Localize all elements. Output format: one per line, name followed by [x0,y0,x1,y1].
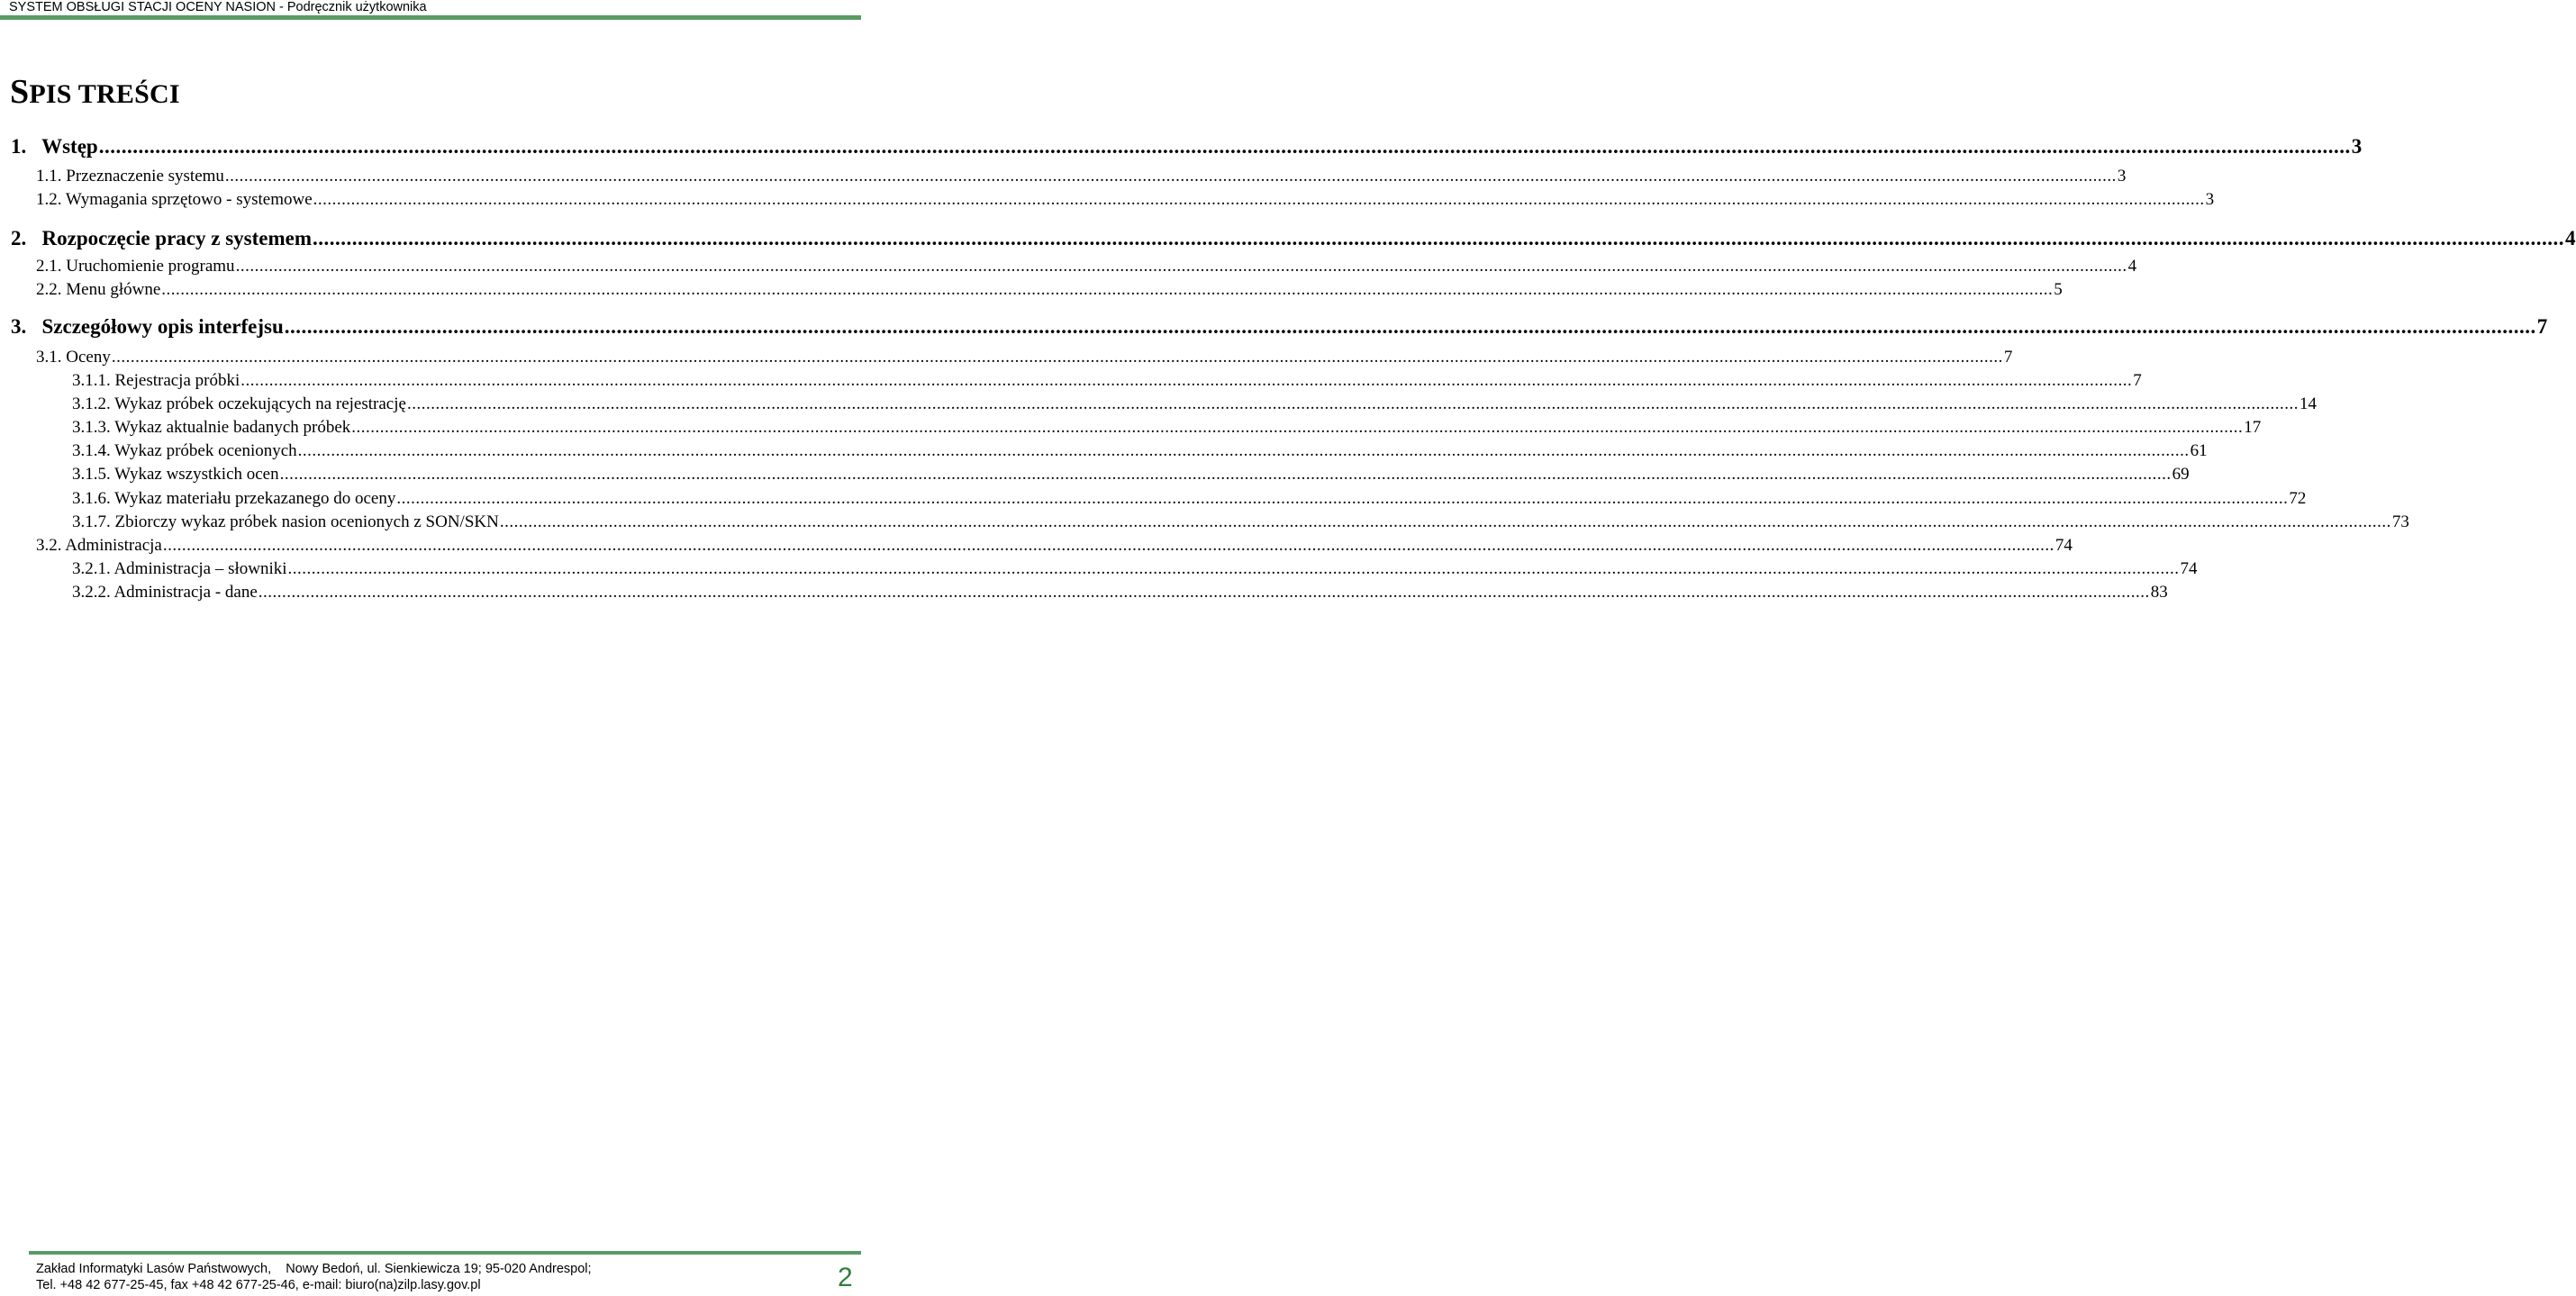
toc-entry-label: 3.1.4. Wykaz próbek ocenionych [72,441,297,460]
toc-entry[interactable] [72,559,2198,581]
toc-entry-page: 72 [2289,489,2307,508]
page-number: 2 [838,1263,853,1292]
toc-leader-dots: ................................................................................................................................................................................................................................................................................................................................................................................................................ [499,512,2391,531]
toc-leader-dots: ................................................................................................................................................................................................................................................................................................................................................................................................................ [235,257,2127,276]
toc-title-rest: PIS TREŚCI [29,79,180,109]
toc-entry-page: 69 [2172,465,2190,484]
toc-entry-label: 3.2. Administracja [36,536,162,555]
toc-entry-label: 3.1.5. Wykaz wszystkich ocen [72,465,279,484]
toc-entry[interactable] [72,394,2317,416]
toc-entry-label: 3. Szczegółowy opis interfejsu [11,315,284,338]
toc-entry-page: 7 [2003,348,2013,367]
header-rule [0,15,861,20]
toc-entry-label: 3.1.1. Rejestracja próbki [72,371,240,390]
toc-leader-dots: ................................................................................................................................................................................................................................................................................................................................................................................................................ [313,227,2565,249]
toc-entry-label: 2. Rozpoczęcie pracy z systemem [11,227,313,249]
toc-entry[interactable] [72,489,2307,511]
toc-entry[interactable] [11,227,2576,254]
toc-entry[interactable] [72,512,2409,534]
toc-entry-label: 2.1. Uruchomienie programu [36,257,235,276]
toc-entry[interactable] [36,536,2073,557]
toc-leader-dots: ................................................................................................................................................................................................................................................................................................................................................................................................................ [396,489,2289,508]
toc-entry-page: 5 [2054,280,2063,299]
toc-title-initial: S [10,73,30,111]
toc-entry-page: 17 [2244,418,2262,437]
toc-entry-page: 3 [2117,167,2127,186]
toc-entry-label: 3.1. Oceny [36,348,111,367]
toc-entry-label: 2.2. Menu główne [36,280,161,299]
toc-entry[interactable] [72,418,2262,440]
toc-entry-page: 14 [2299,394,2317,413]
toc-leader-dots: ................................................................................................................................................................................................................................................................................................................................................................................................................ [297,441,2190,460]
toc-entry-label: 1. Wstęp [11,135,98,158]
toc-entry-label: 3.2.1. Administracja – słowniki [72,559,287,578]
toc-entry-label: 3.1.7. Zbiorczy wykaz próbek nasion ocenionych z SON/SKN [72,512,499,531]
toc-entry-page: 74 [2180,559,2198,578]
toc-entry-label: 3.1.6. Wykaz materiału przekazanego do oceny [72,489,396,508]
toc-leader-dots: ................................................................................................................................................................................................................................................................................................................................................................................................................ [240,371,2133,390]
toc-leader-dots: ................................................................................................................................................................................................................................................................................................................................................................................................................ [284,315,2536,338]
toc-entry-label: 1.1. Przeznaczenie systemu [36,167,224,186]
toc-entry-label: 3.2.2. Administracja - dane [72,583,258,602]
footer-address: Zakład Informatyki Lasów Państwowych, Nowy Bedoń, ul. Sienkiewicza 19; 95-020 Andrespol; [36,1262,592,1276]
toc-leader-dots: ................................................................................................................................................................................................................................................................................................................................................................................................................ [162,536,2054,555]
toc-leader-dots: ................................................................................................................................................................................................................................................................................................................................................................................................................ [351,418,2244,437]
toc-leader-dots: ................................................................................................................................................................................................................................................................................................................................................................................................................ [161,280,2054,299]
toc-leader-dots: ................................................................................................................................................................................................................................................................................................................................................................................................................ [111,348,2003,367]
toc-entry-page: 61 [2190,441,2208,460]
toc-entry[interactable] [36,348,2013,369]
toc-entry[interactable] [72,441,2208,463]
footer-rule [29,1251,861,1255]
toc-leader-dots: ................................................................................................................................................................................................................................................................................................................................................................................................................ [406,394,2299,413]
toc-title [10,72,180,114]
toc-entry-page: 7 [2536,315,2548,338]
toc-entry-label: 3.1.2. Wykaz próbek oczekujących na rejestrację [72,394,406,413]
toc-entry[interactable] [36,190,2215,212]
toc-entry-label: 1.2. Wymagania sprzętowo - systemowe [36,190,313,209]
toc-entry-page: 7 [2133,371,2142,390]
toc-entry[interactable] [72,465,2190,486]
page-header [0,0,865,20]
toc-entry-page: 3 [2205,190,2215,209]
toc-entry[interactable] [72,371,2142,393]
toc-entry[interactable] [36,167,2127,188]
toc-leader-dots: ................................................................................................................................................................................................................................................................................................................................................................................................................ [287,559,2180,578]
toc-leader-dots: ................................................................................................................................................................................................................................................................................................................................................................................................................ [258,583,2150,602]
toc-entry-page: 4 [2565,227,2576,249]
toc-entry-page: 83 [2150,583,2168,602]
toc-entry[interactable] [36,280,2063,302]
toc-entry-page: 3 [2351,135,2363,158]
toc-entry-page: 74 [2054,536,2073,555]
toc-entry-page: 73 [2391,512,2409,531]
toc-leader-dots: ................................................................................................................................................................................................................................................................................................................................................................................................................ [313,190,2205,209]
footer-contact: Tel. +48 42 677-25-45, fax +48 42 677-25-46, e-mail: biuro(na)zilp.lasy.gov.pl [36,1278,481,1292]
toc-leader-dots: ................................................................................................................................................................................................................................................................................................................................................................................................................ [279,465,2172,484]
toc-entry[interactable] [72,583,2168,604]
toc-entry[interactable] [36,257,2137,278]
toc-entry[interactable] [11,135,2363,162]
toc-entry[interactable] [11,315,2548,342]
header-title: SYSTEM OBSŁUGI STACJI OCENY NASION - Podręcznik użytkownika [9,0,427,14]
toc-leader-dots: ................................................................................................................................................................................................................................................................................................................................................................................................................ [224,167,2117,186]
toc-leader-dots: ................................................................................................................................................................................................................................................................................................................................................................................................................ [98,135,2351,158]
toc-entry-page: 4 [2127,257,2137,276]
toc-entry-label: 3.1.3. Wykaz aktualnie badanych próbek [72,418,351,437]
